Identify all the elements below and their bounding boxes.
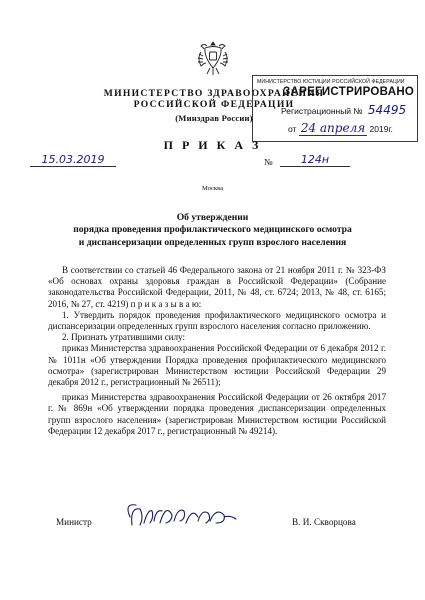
subject-line3: и диспансеризации определенных групп взрослого населения — [78, 236, 347, 248]
ministry-name-line1: МИНИСТЕРСТВО ЗДРАВООХРАНЕНИЯ — [103, 88, 325, 99]
order-subject — [0, 212, 425, 249]
stamp-date-prefix: от — [288, 124, 297, 134]
stamp-date-value: 24 апреля — [300, 121, 366, 135]
body-paragraph: приказ Министерства здравоохранения Российской Федерации от 26 октября 2017 г. № 869н «Об утверждении порядка проведения диспансеризации определенных групп взрослого населения» (зарегистрирован Министерством юстиции Российской Федерации 12 декабря 2017 г., регистрационный № 49214). — [48, 392, 386, 436]
order-title: П Р И К А З — [163, 138, 262, 152]
stamp-title: ЗАРЕГИСТРИРОВАНО — [283, 86, 415, 98]
body-paragraph: 1. Утвердить порядок проведения профилактического медицинского осмотра и диспансеризации определенных групп взрослого населения согласно приложению. — [48, 309, 386, 332]
stamp-registration — [281, 103, 406, 117]
coat-of-arms-icon — [196, 38, 230, 78]
body-paragraph: В соответствии со статьей 46 Федерального закона от 21 ноября 2011 г. № 323-ФЗ «Об основах охраны здоровья граждан в Российской Федерации» (Собрание законодательства Российской Федерации, 2011, № 48, ст. 6724; 2013, № 48, ст. 6165; 2016, № 27, ст. 4219) п р и к а з ы в а ю: — [48, 265, 386, 309]
order-number-sign: № — [264, 157, 273, 167]
stamp-reg-label: Регистрационный № — [281, 106, 363, 116]
subject-line1: Об утверждении — [176, 212, 249, 223]
body-paragraph: приказ Министерства здравоохранения Российской Федерации от 6 декабря 2012 г. № 1011н «Об утверждении Порядка проведения профилактического медицинского осмотра» (зарегистрирован Министерством юстиции Российской Федерации 29 декабря 2012 г., регистрационный № 26511); — [48, 343, 386, 388]
stamp-date — [288, 121, 393, 135]
order-body — [48, 265, 386, 437]
signer-name: В. И. Скворцова — [292, 517, 356, 527]
ministry-name-line2: РОССИЙСКОЙ ФЕДЕРАЦИИ — [133, 99, 295, 110]
stamp-year: 2019г. — [369, 124, 393, 134]
order-city: Москва — [202, 185, 223, 192]
signature-icon — [120, 495, 250, 533]
registration-stamp — [252, 75, 418, 142]
ministry-short-name: (Минздрав России) — [175, 113, 253, 123]
signer-role: Министр — [56, 517, 92, 527]
order-date: 15.03.2019 — [30, 153, 116, 167]
stamp-reg-number: 54495 — [367, 103, 407, 117]
body-paragraph: 2. Признать утратившими силу: — [62, 332, 186, 343]
subject-line2: порядка проведения профилактического медицинского осмотра — [73, 224, 352, 236]
stamp-ministry: МИНИСТЕРСТВО ЮСТИЦИИ РОССИЙСКОЙ ФЕДЕРАЦИИ — [257, 79, 405, 85]
order-number: 124н — [280, 153, 350, 167]
